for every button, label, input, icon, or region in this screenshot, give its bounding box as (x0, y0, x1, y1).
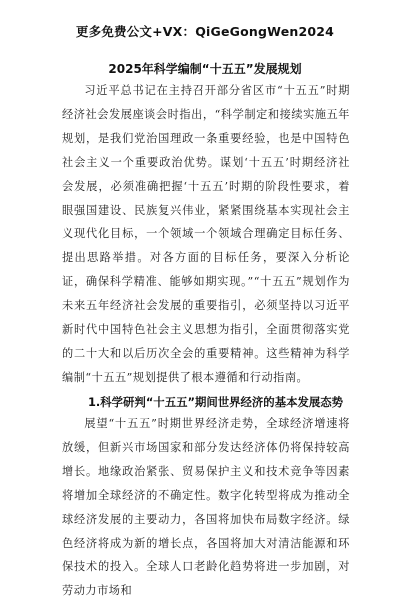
section-heading: 1.科学研判“十五五”期间世界经济的基本发展态势 (88, 395, 344, 409)
watermark-header: 更多免费公文+VX：QiGeGongWen2024 (75, 24, 335, 39)
section-paragraph: 展望“十五五”时期世界经济走势，全球经济增速将放缓，但新兴市场国家和部分发达经济体仍将保持较高增长。地缘政治紧张、贸易保护主义和技术竞争等因素将增加全球经济的不确定性。数字化转型将成为推动全球经济发展的主要动力，各国将加快布局数字经济。绿色经济将成为新的增长点，各国将加大对清洁能源和环保技术的投入。全球人口老龄化趋势将进一步加剧，对劳动力市场和 (62, 417, 350, 598)
document-title: 2025年科学编制“十五五”发展规划 (108, 62, 302, 76)
intro-paragraph: 习近平总书记在主持召开部分省区市“十五五”时期经济社会发展座谈会时指出，“科学制定和接续实施五年规划，是我们党治国理政一条重要经验，也是中国特色社会主义一个重要政治优势。谋划‘十五五’时期经济社会发展，必须准确把握‘十五五’时期的阶段性要求，着眼强国建设、民族复兴伟业，紧紧围绕基本实现社会主义现代化目标，一个领域一个领域合理确定目标任务、提出思路举措。对各方面的目标任务，要深入分析论证，确保科学精准、能够如期实现。”“十五五”规划作为未来五年经济社会发展的重要指引，必须坚持以习近平新时代中国特色社会主义思想为指引，全面贯彻落实党的二十大和以后历次全会的重要精神。这些精神为科学编制“十五五”规划提供了根本遵循和行动指南。 (62, 84, 350, 384)
